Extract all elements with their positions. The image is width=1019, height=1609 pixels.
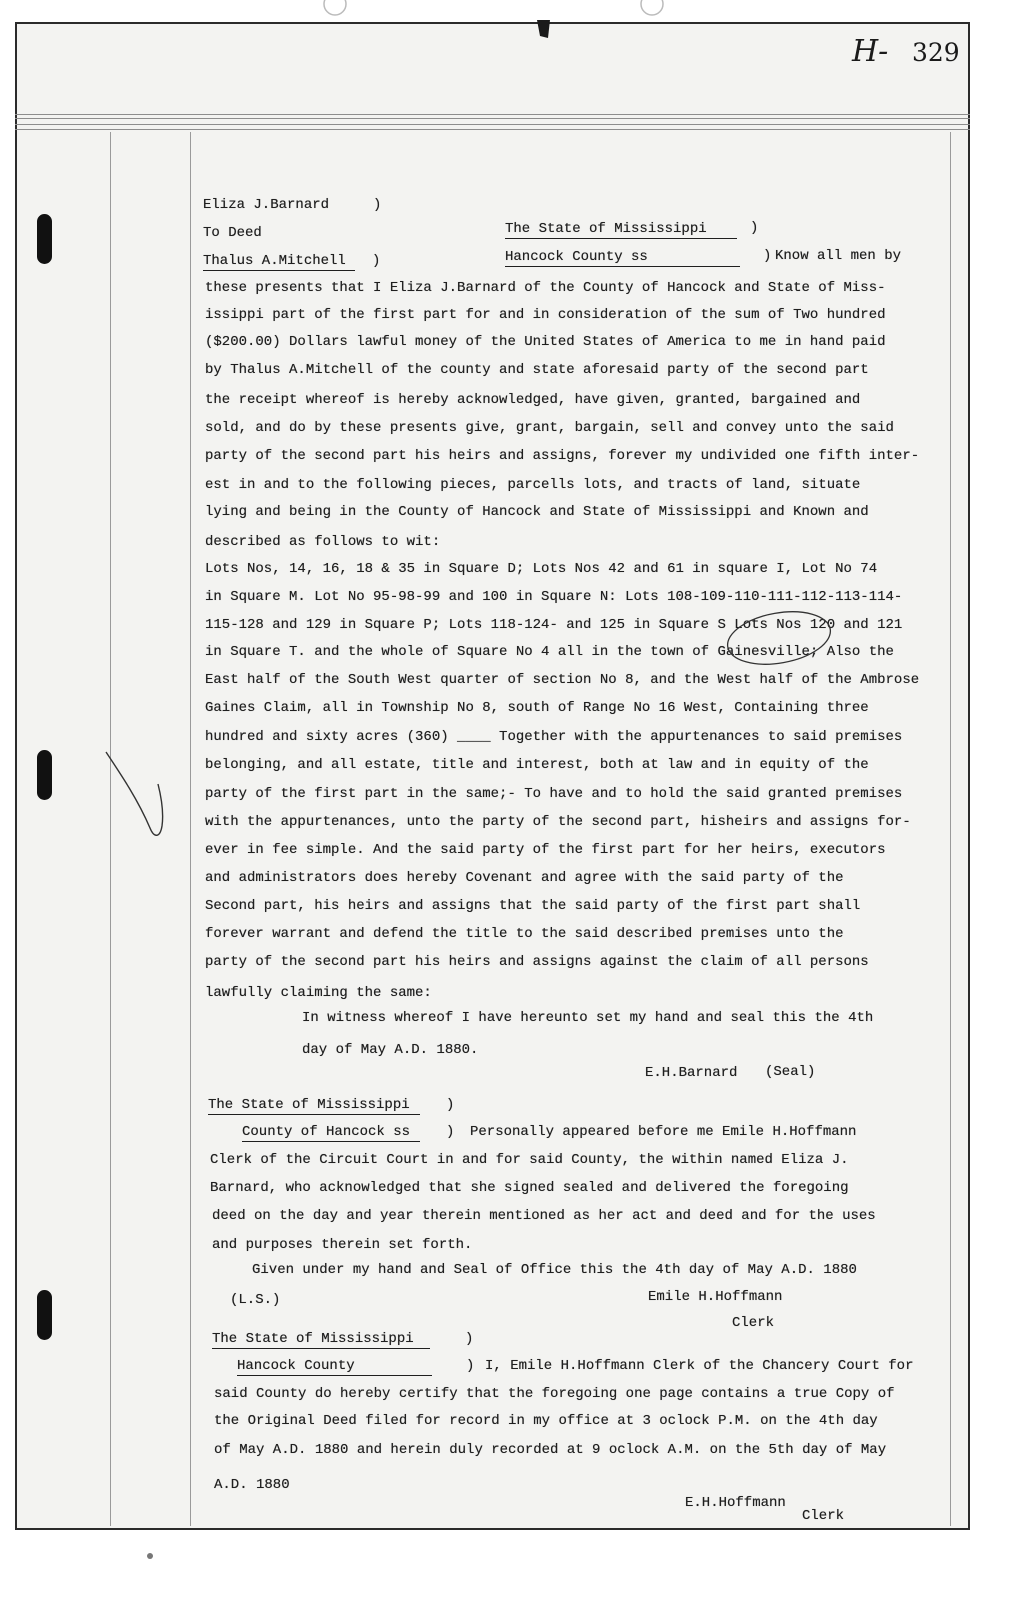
cert-body-line: said County do hereby certify that the foregoing one page contains a true Copy of bbox=[214, 1386, 895, 1402]
binder-ring-left bbox=[324, 0, 346, 15]
deed-body-line: issippi part of the first part for and in consideration of the sum of Two hundred bbox=[205, 307, 886, 323]
deed-county-text: Hancock County ss bbox=[505, 249, 740, 267]
grantor-name: Eliza J.Barnard bbox=[203, 197, 330, 213]
scan-speck bbox=[147, 1553, 153, 1559]
deed-body-line: and administrators does hereby Covenant and agree with the said party of the bbox=[205, 870, 844, 886]
cert-state-bracket: ) bbox=[465, 1331, 474, 1347]
deed-body-line: in Square M. Lot No 95-98-99 and 100 in Square N: Lots 108-109-110-111-112-113-114- bbox=[205, 589, 903, 605]
handwritten-check-mark bbox=[106, 752, 163, 835]
grantee-bracket: ) bbox=[372, 253, 381, 269]
deed-body-line: lawfully claiming the same: bbox=[205, 985, 432, 1001]
binder-ring-right bbox=[641, 0, 663, 15]
deed-body-line: ever in fee simple. And the said party of the first part for her heirs, executors bbox=[205, 842, 886, 858]
deed-body-line: party of the first part in the same;- To have and to hold the said granted premises bbox=[205, 786, 903, 802]
deed-body-line: hundred and sixty acres (360) ____ Together with the appurtenances to said premises bbox=[205, 729, 903, 745]
cert-county-bracket: ) bbox=[466, 1358, 475, 1374]
cert-body-line: of May A.D. 1880 and herein duly recorded at 9 oclock A.M. on the 5th day of May bbox=[214, 1442, 887, 1458]
seal-mark: (Seal) bbox=[765, 1064, 816, 1080]
cert-clerk-signature: E.H.Hoffmann bbox=[685, 1495, 786, 1511]
page-prefix: H- bbox=[852, 34, 889, 69]
cert-body-line: A.D. 1880 bbox=[214, 1477, 290, 1493]
ack-clerk-title: Clerk bbox=[732, 1315, 775, 1331]
deed-state-bracket: ) bbox=[750, 220, 759, 236]
deed-state-text: The State of Mississippi bbox=[505, 221, 737, 239]
deed-body-line: Gaines Claim, all in Township No 8, south of Range No 16 West, Containing three bbox=[205, 700, 869, 716]
page-number: 329 bbox=[912, 38, 960, 67]
ack-opening: Personally appeared before me Emile H.Hoffmann bbox=[470, 1124, 857, 1140]
deed-body-line: belonging, and all estate, title and interest, both at law and in equity of the bbox=[205, 757, 869, 773]
ack-state-text: The State of Mississippi bbox=[208, 1097, 420, 1115]
deed-body-line: by Thalus A.Mitchell of the county and state aforesaid party of the second part bbox=[205, 362, 869, 378]
locus-sigilli: (L.S.) bbox=[230, 1292, 281, 1308]
grantee-name: Thalus A.Mitchell bbox=[203, 253, 355, 271]
grantor-signature: E.H.Barnard bbox=[645, 1065, 738, 1081]
witness-line: day of May A.D. 1880. bbox=[302, 1042, 479, 1058]
cert-clerk-title: Clerk bbox=[802, 1508, 845, 1524]
cert-county-text: Hancock County bbox=[237, 1358, 432, 1376]
ack-state-bracket: ) bbox=[446, 1097, 455, 1113]
ack-body-line: deed on the day and year therein mentioned as her act and deed and for the uses bbox=[212, 1208, 876, 1224]
deed-body-line: Lots Nos, 14, 16, 18 & 35 in Square D; Lots Nos 42 and 61 in square I, Lot No 74 bbox=[205, 561, 878, 577]
handwritten-circle-mark bbox=[723, 604, 834, 671]
grantor-bracket: ) bbox=[373, 197, 382, 213]
deed-type: To Deed bbox=[203, 225, 262, 241]
deed-body-line: lying and being in the County of Hancock and State of Mississippi and Known and bbox=[205, 504, 869, 520]
deed-body-line: party of the second part his heirs and assigns against the claim of all persons bbox=[205, 954, 869, 970]
deed-body-line: est in and to the following pieces, parcells lots, and tracts of land, situate bbox=[205, 477, 861, 493]
ack-county-text: County of Hancock ss bbox=[242, 1124, 420, 1142]
deed-opening: Know all men by bbox=[775, 248, 902, 264]
deed-body-line: with the appurtenances, unto the party of the second part, hisheirs and assigns for- bbox=[205, 814, 911, 830]
cert-state-text: The State of Mississippi bbox=[212, 1331, 430, 1349]
deed-body-line: 115-128 and 129 in Square P; Lots 118-124- and 125 in Square S Lots Nos 120 and 121 bbox=[205, 617, 903, 633]
deed-body-line: forever warrant and defend the title to the said described premises unto the bbox=[205, 926, 844, 942]
deed-body-line: East half of the South West quarter of section No 8, and the West half of the Ambrose bbox=[205, 672, 920, 688]
deed-body-line: in Square T. and the whole of Square No 4 all in the town of Gainesville; Also the bbox=[205, 644, 894, 660]
scan-blot bbox=[537, 20, 550, 38]
ack-body-line: and purposes therein set forth. bbox=[212, 1237, 473, 1253]
ack-given-line: Given under my hand and Seal of Office this the 4th day of May A.D. 1880 bbox=[252, 1262, 857, 1278]
ack-body-line: Barnard, who acknowledged that she signed sealed and delivered the foregoing bbox=[210, 1180, 849, 1196]
ack-clerk-signature: Emile H.Hoffmann bbox=[648, 1289, 783, 1305]
deed-body-line: described as follows to wit: bbox=[205, 534, 441, 550]
deed-body-line: party of the second part his heirs and assigns, forever my undivided one fifth inter- bbox=[205, 448, 920, 464]
witness-line: In witness whereof I have hereunto set my hand and seal this the 4th bbox=[302, 1010, 874, 1026]
cert-opening: I, Emile H.Hoffmann Clerk of the Chancery Court for bbox=[485, 1358, 914, 1374]
deed-body-line: sold, and do by these presents give, grant, bargain, sell and convey unto the said bbox=[205, 420, 894, 436]
deed-body-line: Second part, his heirs and assigns that the said party of the first part shall bbox=[205, 898, 861, 914]
deed-body-line: ($200.00) Dollars lawful money of the United States of America to me in hand paid bbox=[205, 334, 886, 350]
deed-county-bracket: ) bbox=[763, 248, 772, 264]
ack-body-line: Clerk of the Circuit Court in and for said County, the within named Eliza J. bbox=[210, 1152, 849, 1168]
deed-body-line: these presents that I Eliza J.Barnard of the County of Hancock and State of Miss- bbox=[205, 280, 886, 296]
ack-county-bracket: ) bbox=[446, 1124, 455, 1140]
cert-body-line: the Original Deed filed for record in my office at 3 oclock P.M. on the 4th day bbox=[214, 1413, 878, 1429]
deed-body-line: the receipt whereof is hereby acknowledged, have given, granted, bargained and bbox=[205, 392, 861, 408]
